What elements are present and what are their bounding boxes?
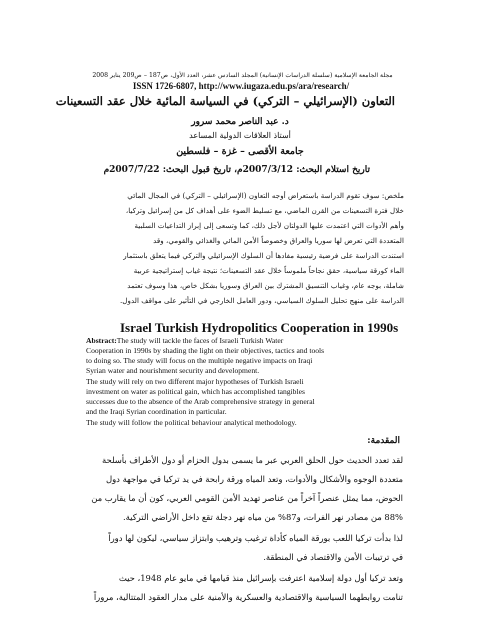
paper-title-arabic: التعاون (الإسرائيلي – التركي) في السياسة المائية خلال عقد التسعينات — [55, 94, 395, 108]
abstract-en-line: Cooperation in 1990s by shading the light on their objectives, tactics and tools — [86, 346, 325, 355]
body-line: لذا بدأت تركيا اللعب بورقة المياه كأداة ترغيب وترهيب وابتزاز سياسي، ليكون لها دوراً — [108, 533, 403, 543]
body-line: تنامت روابطهما السياسية والاقتصادية والعسكرية والأمنية على مدار العقود المتتالية، مروراً — [93, 592, 403, 602]
paper-title-english: Israel Turkish Hydropolitics Cooperation in 1990s — [120, 320, 399, 335]
issn-url-line: ISSN 1726-6807, http://www.iugaza.edu.ps/ara/research/ — [132, 81, 350, 91]
body-line: لقد تعدد الحديث حول الحلق العربي عبر ما يسمى بدول الحزام أو دول الأطراف بأسلحة — [102, 455, 403, 465]
abstract-ar-line: ملخص: سوف تقوم الدراسة باستعراض أوجه التعاون (الإسرائيلي – التركي) في المجال المائي — [127, 191, 404, 200]
submission-dates: تاريخ استلام البحث: 2007/3/12م، تاريخ قبول البحث: 2007/7/22م — [103, 165, 370, 175]
body-line: 88% من مصادر نهر الفرات، و87% من مياه نهر دجلة تقع داخل الأراضي التركية. — [123, 512, 403, 522]
abstract-en-line: and the Iraqi Syrian coordination in particular. — [86, 407, 227, 416]
abstract-ar-line: الماء كورقة سياسية، حقق نجاحاً ملموساً خلال عقد التسعينات؛ نتيجة غياب إستراتيجية عربية — [133, 266, 404, 275]
abstract-ar-line: المتعددة التي تعرض لها سوريا والعراق وخصوصاً الأمن المائي والغذائي والقومي، وقد — [153, 236, 404, 245]
abstract-en-line: Syrian water and nourishment security and development. — [86, 366, 260, 375]
author-role: أستاذ العلاقات الدولية المساعد — [189, 131, 291, 140]
abstract-en-line: The study will follow the political behaviour analytical methodology. — [86, 418, 297, 427]
abstract-en-line: to doing so. The study will focus on the multiple negative impacts on Iraqi — [86, 356, 313, 365]
abstract-ar-line: وأهم الأدوات التي اعتمدت عليها الدولتان لأجل ذلك، كما وتسعى إلى إبراز التداعيات السلبية — [134, 221, 404, 230]
abstract-en-line: investment on water as political gain, which has accomplished tangibles — [86, 387, 305, 396]
abstract-en-line: The study will rely on two different major hypotheses of Turkish Israeli — [86, 377, 304, 386]
body-line: وتعد تركيا أول دولة إسلامية اعترفت بإسرائيل منذ قيامها في مايو عام 1948، حيث — [118, 573, 403, 583]
abstract-en-line: Abstract:The study will tackle the faces of Israeli Turkish Water — [86, 336, 284, 345]
abstract-ar-line: استندت الدراسة على فرضية رئيسية مفادها أن السلوك الإسرائيلي والتركي فيما يتعلق باستثمار — [123, 251, 404, 260]
introduction-heading: المقدمة: — [367, 436, 400, 446]
abstract-label: Abstract: — [86, 336, 117, 345]
body-line: في ترتيبات الأمن والاقتصاد في المنطقة. — [263, 552, 403, 562]
author-name: د. عبد الناصر محمد سرور — [191, 117, 289, 127]
abstract-ar-line: خلال فترة التسعينات من القرن الماضي، مع تسليط الضوء على أهداف كل من إسرائيل وتركيا، — [125, 206, 404, 215]
abstract-ar-line: الدراسة على منهج تحليل السلوك السياسي، ودور العامل الخارجي في التأثير على مواقف الدول. — [120, 296, 404, 305]
abstract-en-line: successes due to the absence of the Arab comprehensive strategy in general — [86, 397, 315, 406]
journal-citation: مجلة الجامعة الإسلامية (سلسلة الدراسات الإنسانية) المجلد السادس عشر، العدد الأول، ص187 – ص209 يناير 2008 — [92, 72, 393, 79]
body-line: الحوض، مما يمثل عنصراً آخراً من عناصر تهديد الأمن القومي العربي، كون أن ما يقارب من — [91, 493, 403, 503]
body-line: متعددة الوجوه والأشكال والأدوات، وتعد المياه ورقة رابحة في يد تركيا في مواجهة دول — [106, 474, 403, 484]
abstract-ar-line: شاملة، بوجه عام، وغياب التنسيق المشترك بين العراق وسوريا بشكل خاص، هذا وسوف تعتمد — [127, 281, 404, 290]
author-affiliation: جامعة الأقصى – غزة – فلسطين — [176, 146, 304, 157]
